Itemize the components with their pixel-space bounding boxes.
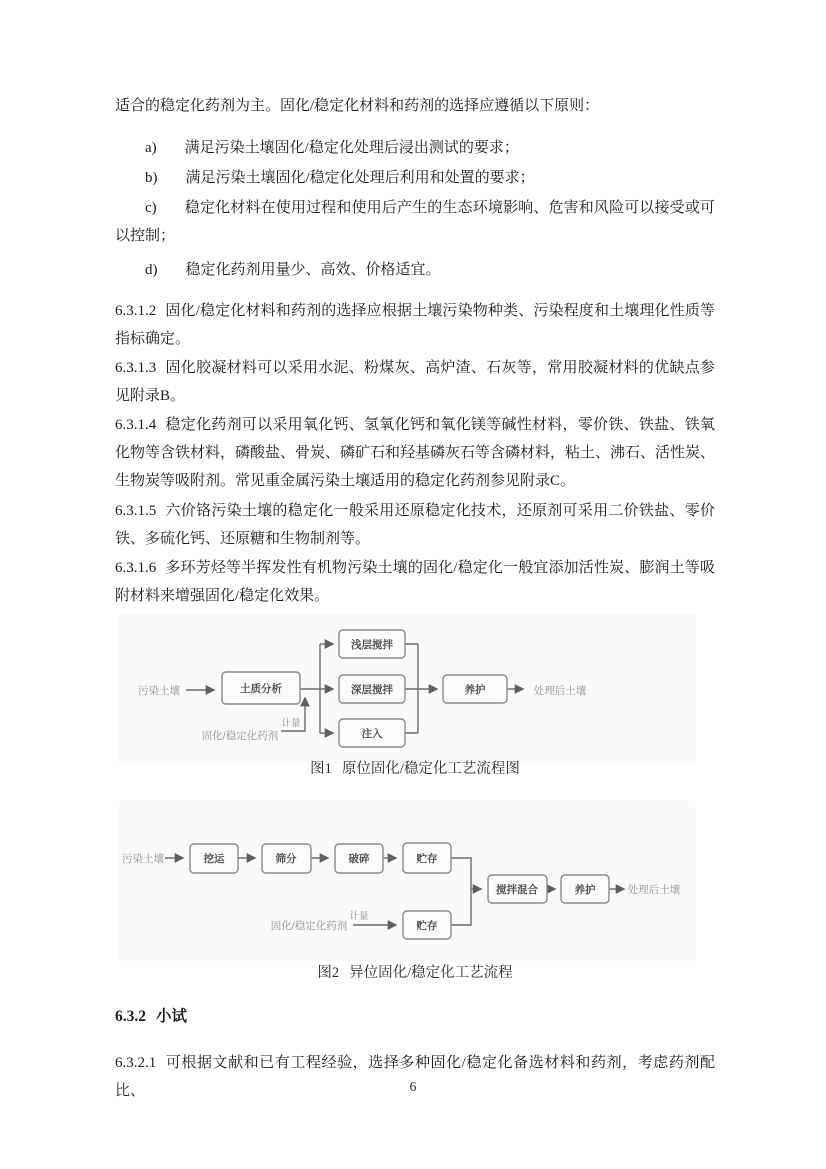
merge-line [405, 644, 418, 733]
figure1-panel [119, 614, 696, 764]
clause-number: 6.3.2.1 [115, 1055, 157, 1071]
node-deep-mixing-label: 深层搅拌 [351, 684, 393, 696]
paragraph-intro: 适合的稳定化药剂为主。固化/稳定化材料和药剂的选择应遵循以下原则： [115, 98, 600, 114]
list-marker-d: d) [145, 262, 158, 278]
list-marker-b: b) [145, 170, 158, 186]
figure1-flowchart [119, 614, 696, 764]
figure1-caption [115, 760, 715, 778]
clause-text: 稳定化药剂可以采用氧化钙、氢氧化钙和氧化镁等碱性材料，零价铁、铁盐、铁氧化物等含铁材料，磷酸盐、骨炭、磷矿石和羟基磷灰石等含磷材料，粘土、沸石、活性炭、生物炭等吸附剂。常见重金属污染土壤适用的稳定化药剂参见附录C。 [115, 417, 716, 489]
section-heading-632 [115, 1007, 715, 1027]
clause-number: 6.3.1.5 [115, 503, 157, 519]
input-soil-label: 污染土壤 [122, 853, 164, 865]
node-excavate-label: 挖运 [203, 853, 225, 865]
figure2-flowchart [119, 800, 696, 961]
list-marker-c: c) [145, 200, 157, 216]
page-number: 6 [409, 1080, 417, 1095]
list-item-d [115, 256, 715, 284]
clause-6313 [115, 354, 715, 410]
figure1-caption-number: 图1 [310, 761, 332, 777]
list-item-c [115, 194, 715, 250]
list-marker-a: a) [145, 140, 157, 156]
list-text-b: 满足污染土壤固化/稳定化处理后利用和处置的要求； [185, 170, 535, 186]
node-shallow-mixing-label: 浅层搅拌 [351, 639, 393, 651]
list-text-c: 稳定化材料在使用过程和使用后产生的生态环境影响、危害和风险可以接受或可以控制； [115, 200, 715, 244]
agent-label: 固化/稳定化药剂 [270, 920, 348, 932]
list-item-a [115, 134, 715, 162]
clause-text: 固化胶凝材料可以采用水泥、粉煤灰、高炉渣、石灰等，常用胶凝材料的优缺点参见附录B。 [115, 360, 715, 404]
figure1-caption-text: 原位固化/稳定化工艺流程图 [341, 761, 520, 777]
output-soil-label: 处理后土壤 [627, 884, 681, 896]
clause-6312 [115, 297, 715, 353]
branch-line [300, 644, 320, 733]
figure2-panel [119, 800, 696, 961]
clause-text: 多环芳烃等半挥发性有机物污染土壤的固化/稳定化一般宜添加活性炭、膨润土等吸附材料来增强固化/稳定化效果。 [115, 560, 715, 604]
section-number: 6.3.2 [115, 1008, 146, 1025]
clause-text: 可根据文献和已有工程经验，选择多种固化/稳定化备选材料和药剂，考虑药剂配比、 [115, 1055, 715, 1099]
node-mix-label: 搅拌混合 [496, 884, 538, 896]
clause-number: 6.3.1.3 [115, 360, 157, 376]
node-store-soil-label: 贮存 [416, 853, 438, 865]
output-soil-label: 处理后土壤 [533, 685, 587, 697]
clause-number: 6.3.1.6 [115, 560, 157, 576]
node-curing-label: 养护 [464, 684, 486, 696]
figure2-caption-number: 图2 [317, 965, 340, 981]
figure2-caption [115, 964, 715, 982]
node-soil-analysis-label: 土质分析 [240, 683, 282, 695]
agent-label: 固化/稳定化药剂 [201, 730, 279, 742]
list-item-b [115, 164, 715, 192]
section-title: 小试 [156, 1008, 188, 1025]
node-store-agent-label: 贮存 [416, 920, 438, 932]
clause-6321 [115, 1049, 715, 1105]
clause-6315 [115, 497, 715, 553]
meter-label: 计量 [281, 718, 301, 729]
clause-text: 六价铬污染土壤的稳定化一般采用还原稳定化技术，还原剂可采用二价铁盐、零价铁、多硫化钙、还原糖和生物制剂等。 [115, 503, 715, 547]
clause-number: 6.3.1.4 [115, 417, 157, 433]
merge-line [451, 858, 471, 925]
node-curing-label: 养护 [574, 884, 596, 896]
node-crush-label: 破碎 [348, 853, 370, 865]
input-soil-label: 污染土壤 [138, 685, 180, 697]
node-sieve-label: 筛分 [275, 853, 297, 865]
clause-text: 固化/稳定化材料和药剂的选择应根据土壤污染物种类、污染程度和土壤理化性质等指标确定。 [115, 303, 715, 347]
clause-6314 [115, 411, 715, 495]
node-injection-label: 注入 [361, 728, 383, 740]
clause-number: 6.3.1.2 [115, 303, 157, 319]
clause-6316 [115, 554, 715, 610]
list-text-a: 满足污染土壤固化/稳定化处理后浸出测试的要求； [184, 140, 519, 156]
meter-label: 计量 [349, 911, 369, 922]
figure2-caption-text: 异位固化/稳定化工艺流程 [349, 965, 513, 981]
list-text-d: 稳定化药剂用量少、高效、价格适宜。 [185, 262, 441, 278]
